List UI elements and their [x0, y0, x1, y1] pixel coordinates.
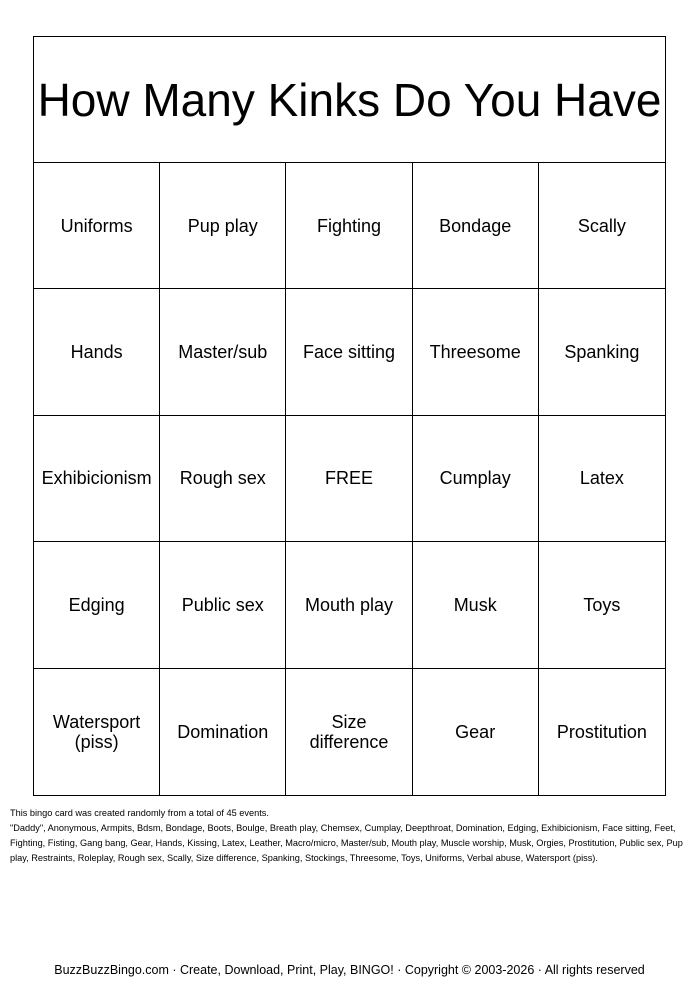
bingo-cell: [160, 542, 286, 668]
bingo-cell: [160, 163, 286, 289]
bingo-cell: [539, 163, 665, 289]
bingo-cell: [160, 416, 286, 542]
cell-label: Public sex: [181, 594, 264, 615]
bingo-cell: [286, 669, 412, 795]
cell-label: Exhibicionism: [41, 468, 152, 489]
page-footer: BuzzBuzzBingo.com · Create, Download, Print, Play, BINGO! · Copyright © 2003-2026 · All rights reserved: [54, 963, 645, 977]
bingo-cell: [286, 163, 412, 289]
cell-label: Prostitution: [556, 721, 647, 742]
cell-label: Musk: [453, 594, 497, 615]
free-space-cell: [286, 416, 412, 542]
cell-label: Threesome: [429, 342, 521, 363]
bingo-cell: [34, 163, 160, 289]
bingo-cell: [539, 289, 665, 415]
cell-label: Spanking: [564, 342, 640, 363]
bingo-cell: [160, 289, 286, 415]
bingo-cell: [413, 416, 539, 542]
bingo-cell: [539, 416, 665, 542]
bingo-card: [33, 36, 666, 796]
cell-label: Scally: [577, 215, 626, 236]
cell-label: Rough sex: [179, 468, 266, 489]
bingo-cell: [286, 542, 412, 668]
card-info: [10, 806, 690, 866]
bingo-cell: [539, 542, 665, 668]
bingo-cell: [286, 289, 412, 415]
cell-label: Mouth play: [304, 594, 394, 615]
generation-summary: This bingo card was created randomly from a total of 45 events.: [10, 808, 269, 818]
cell-label: Watersport (piss): [52, 711, 141, 752]
bingo-cell: [413, 163, 539, 289]
cell-label: Latex: [579, 468, 624, 489]
cell-label: Uniforms: [60, 215, 133, 236]
cell-label: Master/sub: [178, 342, 268, 363]
bingo-cell: [34, 542, 160, 668]
bingo-cell: [413, 542, 539, 668]
cell-label: Cumplay: [439, 468, 511, 489]
cell-label: Size difference: [309, 711, 389, 752]
bingo-cell: [160, 669, 286, 795]
cell-label: Edging: [68, 594, 125, 615]
bingo-cell: [34, 416, 160, 542]
bingo-cell: [34, 289, 160, 415]
cell-label: Fighting: [316, 215, 382, 236]
cell-label: Hands: [70, 342, 123, 363]
bingo-grid: [34, 163, 665, 795]
bingo-cell: [539, 669, 665, 795]
cell-label: Pup play: [187, 215, 258, 236]
bingo-cell: [413, 289, 539, 415]
cell-label: Domination: [177, 721, 269, 742]
cell-label: FREE: [324, 468, 373, 489]
cell-label: Gear: [455, 721, 496, 742]
cell-label: Bondage: [439, 215, 512, 236]
bingo-cell: [34, 669, 160, 795]
event-list: "Daddy", Anonymous, Armpits, Bdsm, Bondage, Boots, Boulge, Breath play, Chemsex, Cumplay, Deepthroat, Domination, Edging, Exhibicionism, Face sitting, Feet, Fighting, Fisting, Gang bang, Gear, Hands, Kissing, Latex, Leather, Macro/micro, Master/sub, Mouth play, Muscle worship, Musk, Orgies, Prostitution, Public sex, Pup play, Restraints, Roleplay, Rough sex, Scally, Size difference, Spanking, Stockings, Threesome, Toys, Uniforms, Verbal abuse, Watersport (piss).: [10, 823, 683, 863]
card-title: How Many Kinks Do You Have: [34, 37, 665, 163]
bingo-cell: [413, 669, 539, 795]
cell-label: Face sitting: [302, 342, 396, 363]
cell-label: Toys: [583, 594, 621, 615]
